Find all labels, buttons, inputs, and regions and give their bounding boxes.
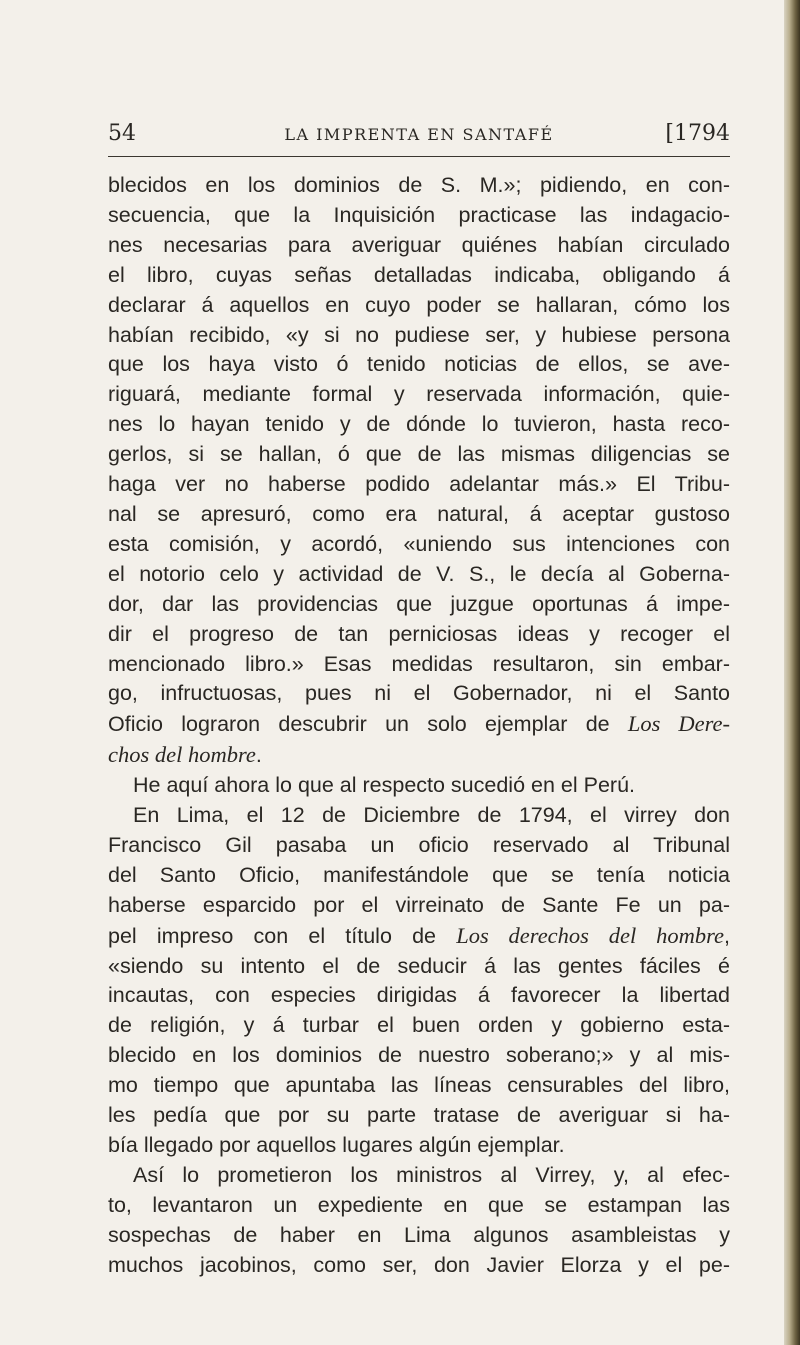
text-line: nes lo hayan tenido y de dónde lo tuvieron, hasta reco-	[108, 412, 730, 437]
text-line: secuencia, que la Inquisición practicase las indagacio-	[108, 202, 730, 227]
paragraph-2	[108, 771, 730, 801]
page-number: 54	[108, 121, 136, 146]
book-title-italic: chos del hombre	[108, 742, 256, 768]
paragraph-1	[108, 171, 730, 771]
text-line: mencionado libro.» Esas medidas resultaron, sin embar-	[108, 651, 730, 676]
text-line: «siendo su intento el de seducir á las gentes fáciles é	[108, 953, 730, 978]
running-title: LA IMPRENTA EN SANTAFÉ	[284, 125, 554, 144]
text-line: dor, dar las providencias que juzgue oportunas á impe-	[108, 591, 730, 616]
text-line: En Lima, el 12 de Diciembre de 1794, el virrey don	[133, 803, 730, 828]
text-line: nes necesarias para averiguar quiénes habían circulado	[108, 232, 730, 257]
book-title-italic: Los Dere-	[627, 711, 730, 737]
text-line: haga ver no haberse podido adelantar más.» El Tribu-	[108, 472, 730, 497]
text-line: gerlos, si se hallan, ó que de las mismas diligencias se	[108, 442, 730, 467]
text-line	[108, 921, 730, 952]
text-line: incautas, con especies dirigidas á favorecer la libertad	[108, 983, 730, 1008]
text-line: muchos jacobinos, como ser, don Javier Elorza y el pe-	[108, 1252, 730, 1277]
text-segment: pel impreso con el título de	[108, 923, 457, 948]
text-line: del Santo Oficio, manifestándole que se tenía noticia	[108, 862, 730, 887]
header-rule	[108, 156, 730, 157]
text-line: Así lo prometieron los ministros al Virrey, y, al efec-	[133, 1162, 730, 1187]
page-header	[108, 121, 730, 157]
text-line: haberse esparcido por el virreinato de Sante Fe un pa-	[108, 892, 730, 917]
text-line: Francisco Gil pasaba un oficio reservado al Tribunal	[108, 832, 730, 857]
text-line	[108, 709, 730, 740]
text-line: declarar á aquellos en cuyo poder se hallaran, cómo los	[108, 292, 730, 317]
body-text	[108, 171, 730, 1281]
text-segment: Oficio lograron descubrir un solo ejemplar de	[108, 712, 628, 737]
text-line: to, levantaron un expediente en que se estampan las	[108, 1192, 730, 1217]
text-line: el libro, cuyas señas detalladas indicaba, obligando á	[108, 262, 730, 287]
text-line: blecidos en los dominios de S. M.»; pidiendo, en con-	[108, 173, 730, 197]
paragraph-3	[108, 801, 730, 1161]
paragraph-4	[108, 1161, 730, 1281]
text-line: les pedía que por su parte tratase de averiguar si ha-	[108, 1103, 730, 1128]
text-segment: ,	[724, 923, 730, 948]
text-line: riguará, mediante formal y reservada información, quie-	[108, 382, 730, 407]
text-line: habían recibido, «y si no pudiese ser, y hubiese persona	[108, 322, 730, 347]
text-segment: .	[255, 743, 262, 768]
text-line: nal se apresuró, como era natural, á aceptar gustoso	[108, 501, 730, 526]
text-line: de religión, y á turbar el buen orden y gobierno esta-	[108, 1013, 730, 1038]
text-line: el notorio celo y actividad de V. S., le decía al Goberna-	[108, 561, 730, 586]
text-line: bía llegado por aquellos lugares algún ejemplar.	[108, 1133, 565, 1157]
header-year: [1794	[665, 121, 730, 146]
text-line: go, infructuosas, pues ni el Gobernador, ni el Santo	[108, 681, 730, 706]
text-line: He aquí ahora lo que al respecto sucedió en el Perú.	[133, 773, 635, 798]
text-line: blecido en los dominios de nuestro soberano;» y al mis-	[108, 1043, 730, 1068]
text-line: dir el progreso de tan perniciosas ideas y recoger el	[108, 621, 730, 646]
book-title-italic: Los derechos del hombre	[456, 922, 724, 948]
text-line: sospechas de haber en Lima algunos asambleistas y	[108, 1222, 730, 1247]
text-line: mo tiempo que apuntaba las líneas censurables del libro,	[108, 1073, 730, 1098]
page-edge-shadow	[784, 0, 800, 1345]
text-line	[108, 740, 730, 771]
text-line: esta comisión, y acordó, «uniendo sus intenciones con	[108, 531, 730, 556]
text-line: que los haya visto ó tenido noticias de ellos, se ave-	[108, 352, 730, 377]
